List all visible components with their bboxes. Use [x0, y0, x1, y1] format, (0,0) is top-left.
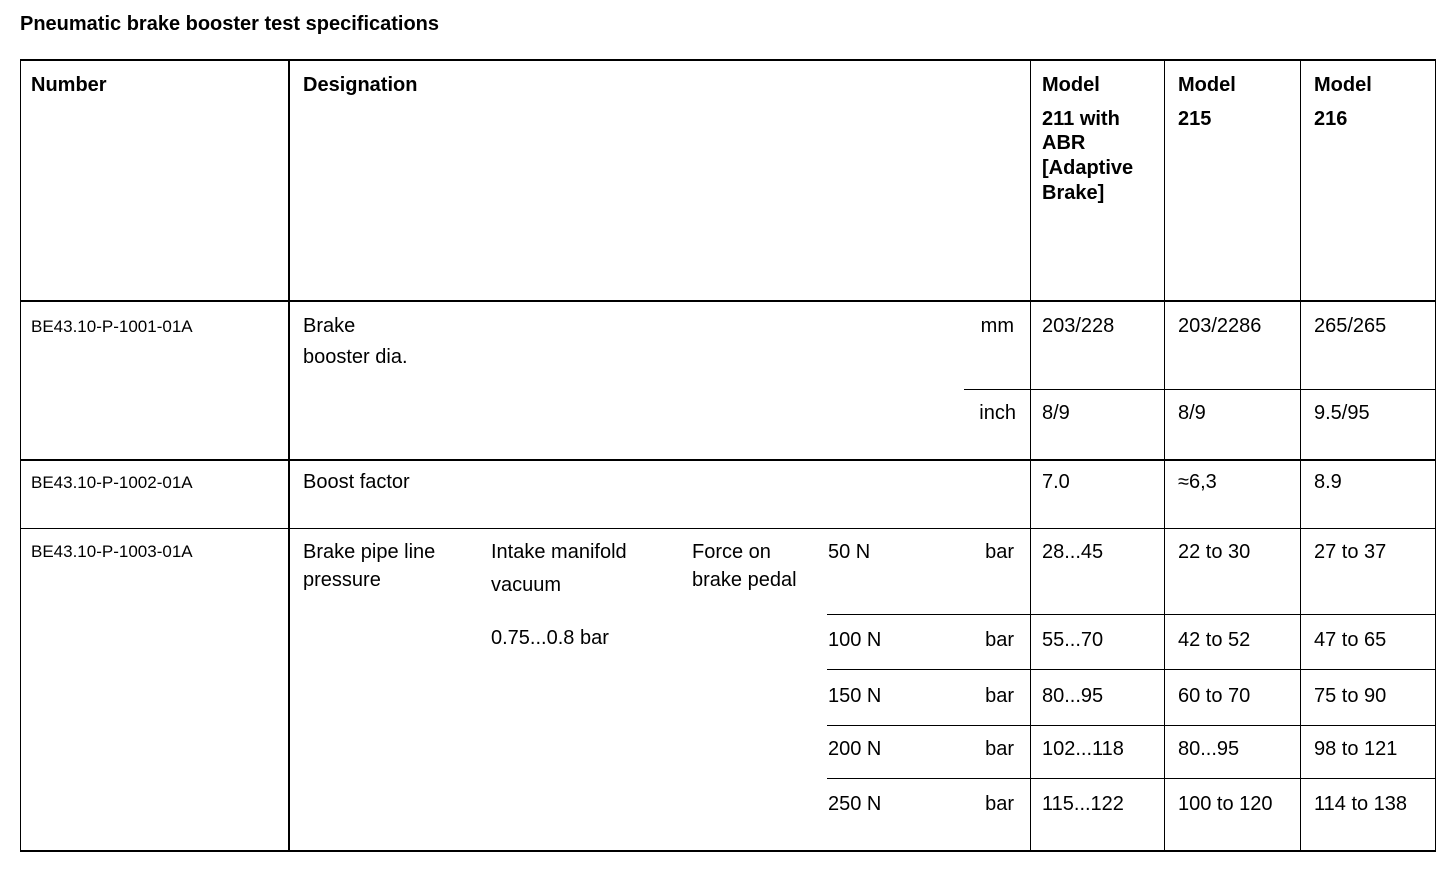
- table-left-border: [20, 59, 21, 852]
- force-value: 250 N: [828, 793, 882, 815]
- row-designation: booster dia.: [303, 346, 408, 368]
- value-cell: 98 to 121: [1314, 738, 1398, 760]
- value-cell: 8/9: [1042, 402, 1070, 424]
- value-cell: 203/2286: [1178, 315, 1262, 337]
- unit-label: mm: [980, 315, 1014, 337]
- value-cell: 75 to 90: [1314, 685, 1387, 707]
- row-divider: [20, 528, 1436, 529]
- row-designation: Brake: [303, 315, 356, 337]
- value-cell: ≈6,3: [1178, 471, 1217, 493]
- unit-label: bar: [985, 541, 1014, 563]
- row-number: BE43.10-P-1001-01A: [31, 317, 193, 336]
- value-cell: 28...45: [1042, 541, 1104, 563]
- force-label: Force on: [692, 541, 771, 563]
- unit-label: bar: [985, 629, 1014, 651]
- value-cell: 22 to 30: [1178, 541, 1251, 563]
- value-cell: 114 to 138: [1314, 793, 1408, 815]
- column-divider: [1300, 59, 1301, 852]
- value-cell: 102...118: [1042, 738, 1124, 760]
- model-name: 211 with: [1042, 108, 1120, 130]
- table-right-border: [1435, 59, 1436, 852]
- table-bottom-border: [20, 850, 1436, 852]
- value-cell: 9.5/95: [1314, 402, 1370, 424]
- unit-label: bar: [985, 685, 1014, 707]
- unit-label: inch: [979, 402, 1016, 424]
- value-cell: 60 to 70: [1178, 685, 1251, 707]
- page-title: Pneumatic brake booster test specifications: [20, 13, 440, 35]
- row-designation: Boost factor: [303, 471, 410, 493]
- model-note-line: [Adaptive: [1042, 157, 1134, 179]
- header-bottom-border: [20, 300, 1436, 302]
- value-cell: 115...122: [1042, 793, 1124, 815]
- row-number: BE43.10-P-1002-01A: [31, 473, 193, 492]
- vacuum-value: 0.75...0.8 bar: [491, 627, 609, 649]
- value-cell: 80...95: [1042, 685, 1104, 707]
- row-divider: [20, 459, 1436, 461]
- model-note-line: Brake]: [1042, 182, 1105, 204]
- vacuum-label: Intake manifold: [491, 541, 627, 563]
- column-divider: [288, 59, 290, 852]
- value-cell: 8/9: [1178, 402, 1206, 424]
- model-label: Model: [1042, 74, 1100, 96]
- row-divider: [964, 389, 1436, 390]
- value-cell: 27 to 37: [1314, 541, 1387, 563]
- force-value: 150 N: [828, 685, 882, 707]
- vacuum-label: vacuum: [491, 574, 562, 596]
- force-value: 50 N: [828, 541, 871, 563]
- row-designation: Brake pipe line: [303, 541, 436, 563]
- unit-label: bar: [985, 793, 1014, 815]
- row-divider: [827, 614, 1436, 615]
- row-divider: [827, 725, 1436, 726]
- value-cell: 8.9: [1314, 471, 1342, 493]
- model-name: 216: [1314, 108, 1348, 130]
- value-cell: 265/265: [1314, 315, 1387, 337]
- value-cell: 47 to 65: [1314, 629, 1387, 651]
- table-top-border: [20, 59, 1436, 61]
- value-cell: 80...95: [1178, 738, 1240, 760]
- value-cell: 55...70: [1042, 629, 1104, 651]
- force-value: 100 N: [828, 629, 882, 651]
- value-cell: 7.0: [1042, 471, 1070, 493]
- header-designation: Designation: [303, 74, 418, 96]
- model-name: 215: [1178, 108, 1212, 130]
- force-label: brake pedal: [692, 569, 797, 591]
- column-divider: [1030, 59, 1031, 852]
- row-divider: [827, 669, 1436, 670]
- value-cell: 42 to 52: [1178, 629, 1251, 651]
- row-designation: pressure: [303, 569, 381, 591]
- value-cell: 203/228: [1042, 315, 1115, 337]
- header-number: Number: [31, 74, 107, 96]
- value-cell: 100 to 120: [1178, 793, 1273, 815]
- model-label: Model: [1178, 74, 1236, 96]
- model-note-line: ABR: [1042, 132, 1086, 154]
- model-label: Model: [1314, 74, 1372, 96]
- force-value: 200 N: [828, 738, 882, 760]
- row-number: BE43.10-P-1003-01A: [31, 542, 193, 561]
- row-divider: [827, 778, 1436, 779]
- unit-label: bar: [985, 738, 1014, 760]
- column-divider: [1164, 59, 1165, 852]
